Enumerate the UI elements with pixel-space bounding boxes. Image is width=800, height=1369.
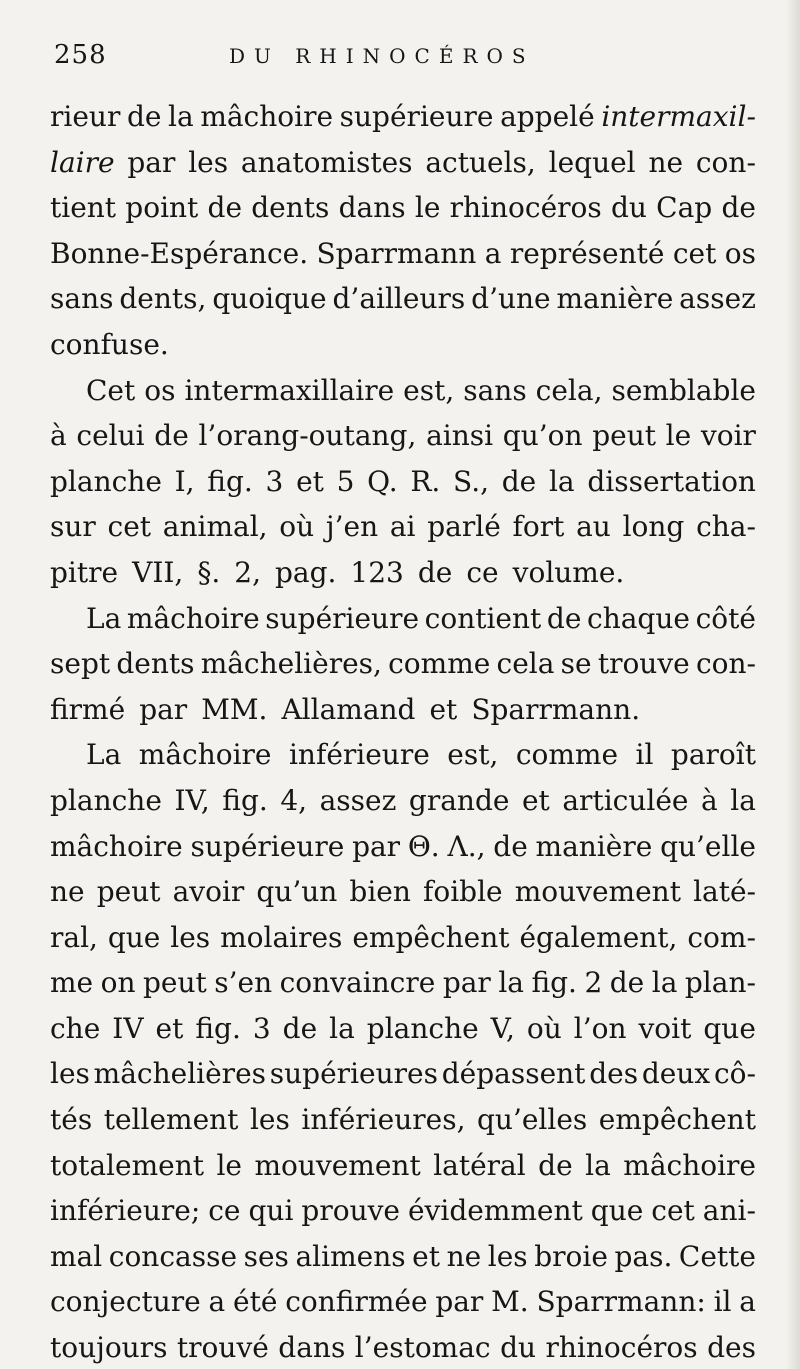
word: VII, [132, 555, 184, 589]
word: che [50, 1011, 101, 1045]
text-line [50, 1234, 756, 1280]
word: laire [50, 145, 115, 179]
word: grande [408, 783, 510, 817]
word: dents [251, 191, 330, 225]
word: prouve [301, 1194, 400, 1228]
word: et [296, 464, 324, 498]
word: inférieure [288, 738, 430, 772]
word: inférieures, [301, 1103, 466, 1137]
word: me [50, 966, 94, 1000]
word: molaires [220, 920, 343, 954]
word: mâchelières [93, 1057, 267, 1091]
word: 3 [265, 464, 284, 498]
word: Λ., [447, 829, 486, 863]
word: a [484, 236, 502, 270]
word: §. [197, 555, 221, 589]
word: ne [648, 145, 684, 179]
word: de [154, 419, 189, 453]
word: M. [491, 1285, 529, 1319]
word: cô- [713, 1057, 756, 1091]
word: s’en [214, 966, 273, 1000]
word: côté [695, 601, 756, 635]
word: plan- [684, 966, 756, 1000]
word: intermaxil- [601, 100, 756, 133]
word: de [493, 829, 528, 863]
word: R. [410, 464, 441, 498]
word: con- [695, 145, 756, 179]
word: les [249, 1103, 290, 1137]
word: fig. [195, 1011, 241, 1045]
word: tellement [103, 1103, 239, 1137]
word: semblable [611, 373, 756, 407]
word: 4, [280, 783, 308, 817]
word: con- [695, 647, 756, 681]
word: intermaxillaire [184, 373, 395, 407]
word: latéral [433, 1148, 526, 1182]
word: confuse. [50, 327, 169, 361]
word: toujours [50, 1331, 168, 1365]
word: que [703, 1011, 756, 1045]
word: mâchoire [623, 1148, 756, 1182]
word: cela [496, 647, 555, 681]
word: V, [490, 1011, 515, 1045]
word: est, [403, 373, 455, 407]
word: dissertation [587, 464, 756, 498]
word: été [233, 1285, 278, 1319]
word: peut [96, 875, 161, 909]
word: actuels, [425, 145, 536, 179]
word: de [546, 601, 582, 635]
word: de [207, 191, 243, 225]
word: également, [519, 920, 678, 954]
word: tient [50, 191, 117, 225]
word: ral, [50, 920, 98, 954]
word: des [707, 1331, 756, 1365]
word: long [622, 510, 685, 544]
word: sans [50, 282, 114, 316]
text-line [50, 185, 756, 231]
word: ne [446, 1239, 482, 1273]
word: qu’elles [476, 1103, 588, 1137]
word: Cap [656, 191, 713, 225]
text-line [50, 869, 756, 915]
word: animal, [162, 510, 268, 544]
word: mal [50, 1239, 103, 1273]
word: les [50, 1057, 90, 1091]
word: de [282, 1011, 318, 1045]
word: du [500, 1331, 537, 1365]
page-edge-shadow [786, 0, 800, 1369]
word: ani- [702, 1194, 756, 1228]
word: os [144, 373, 176, 407]
word: de [721, 191, 756, 225]
word: IV, [174, 783, 210, 817]
word: 3 [252, 1011, 271, 1045]
word: Sparrmann: [536, 1285, 706, 1319]
word: celui [76, 419, 145, 453]
running-head: DU RHINOCÉROS [229, 44, 535, 68]
word: la [168, 100, 194, 133]
word: qu’un [256, 875, 338, 909]
word: sept [50, 647, 111, 681]
text-line [50, 322, 756, 368]
word: articulée [562, 783, 689, 817]
word: tés [50, 1103, 93, 1137]
word: d’une [471, 282, 551, 316]
word: peut [142, 966, 207, 1000]
word: paroît [670, 738, 756, 772]
word: inférieure; [50, 1194, 201, 1228]
word: se [560, 647, 592, 681]
word: quoique [212, 282, 327, 316]
text-line [50, 368, 756, 414]
word: le [414, 191, 441, 225]
word: convaincre [279, 966, 436, 1000]
word: comme [388, 647, 491, 681]
text-line [50, 276, 756, 322]
word: Θ. [407, 829, 440, 863]
word: peut [592, 419, 656, 453]
word: firmé [50, 692, 126, 726]
word: supérieures [269, 1057, 438, 1091]
word: mâchoire [50, 829, 183, 863]
word: sur [50, 510, 96, 544]
word: la [585, 1148, 611, 1182]
word: 2, [234, 555, 261, 589]
text-line [50, 1188, 756, 1234]
word: Sparrmann [316, 236, 477, 270]
word: pitre [50, 555, 119, 589]
word: MM. [201, 692, 268, 726]
word: l’on [573, 1011, 627, 1045]
text-line [50, 94, 756, 140]
word: confirmée [285, 1285, 428, 1319]
word: cha- [696, 510, 756, 544]
word: alimens [295, 1239, 406, 1273]
word: les [188, 145, 229, 179]
word: de [501, 464, 537, 498]
word: à [701, 783, 718, 817]
word: point [125, 191, 199, 225]
word: du [610, 191, 647, 225]
word: le [216, 1148, 242, 1182]
word: assez [679, 282, 756, 316]
text-line [50, 824, 756, 870]
text-line [50, 960, 756, 1006]
text-line [50, 687, 756, 733]
word: ne [50, 875, 85, 909]
word: à [50, 419, 67, 453]
word: empêchent [598, 1103, 756, 1137]
word: l’orang-outang, [198, 419, 417, 453]
word: dans [278, 1331, 346, 1365]
word: mouvement [254, 1148, 421, 1182]
word: planche [366, 1011, 479, 1045]
text-line [50, 413, 756, 459]
text-line [50, 231, 756, 277]
word: pag. [274, 555, 337, 589]
word: Bonne-Espérance. [50, 236, 309, 270]
word: a [208, 1285, 226, 1319]
word: chaque [587, 601, 690, 635]
word: IV [112, 1011, 144, 1045]
word: manière [556, 282, 674, 316]
word: par [127, 145, 176, 179]
word: rieur [50, 100, 121, 133]
word: appelé [500, 100, 595, 133]
text-line [50, 732, 756, 778]
word: fig. [531, 966, 577, 1000]
word: lequel [548, 145, 636, 179]
page-number: 258 [54, 40, 107, 70]
word: laté- [693, 875, 756, 909]
word: dans [338, 191, 406, 225]
word: cet [651, 1194, 695, 1228]
word: la [548, 464, 575, 498]
page-header [54, 40, 754, 80]
word: mâchoire [126, 601, 260, 635]
word: Q. [367, 464, 398, 498]
word: au [576, 510, 611, 544]
word: conjecture [50, 1285, 201, 1319]
word: la [329, 1011, 355, 1045]
word: l’estomac [354, 1331, 491, 1365]
word: ai [389, 510, 416, 544]
word: où [526, 1011, 562, 1045]
text-line [50, 550, 756, 596]
word: mâchelières, [200, 647, 382, 681]
text-line [50, 504, 756, 550]
word: la [651, 966, 678, 1000]
word: La [86, 738, 122, 772]
word: Cette [678, 1239, 756, 1273]
word: supérieure [265, 601, 420, 635]
word: la [498, 966, 524, 1000]
word: rhinocéros [449, 191, 602, 225]
word: bien [349, 875, 411, 909]
word: Allamand [281, 692, 416, 726]
word: et [429, 692, 458, 726]
word: planche [50, 464, 162, 498]
word: de [609, 966, 645, 1000]
word: les [487, 1239, 528, 1273]
text-line [50, 915, 756, 961]
word: 2 [584, 966, 603, 1000]
word: totalement [50, 1148, 204, 1182]
word: mâchoire [200, 100, 334, 133]
word: concasse [108, 1239, 238, 1273]
word: anatomistes [240, 145, 413, 179]
word: trouvé [176, 1331, 269, 1365]
word: empêchent [352, 920, 510, 954]
word: trouve [597, 647, 690, 681]
word: et [412, 1239, 440, 1273]
word: cet [672, 236, 717, 270]
text-line [50, 1006, 756, 1052]
word: par [139, 692, 188, 726]
word: fort [512, 510, 565, 544]
word: des [589, 1057, 639, 1091]
word: avoir [172, 875, 245, 909]
word: broie [534, 1239, 608, 1273]
text-line [50, 459, 756, 505]
text-line [50, 1325, 756, 1369]
word: parlé [427, 510, 501, 544]
word: mouvement [514, 875, 681, 909]
word: qu’on [502, 419, 583, 453]
word: Sparrmann. [471, 692, 641, 726]
word: que [590, 1194, 644, 1228]
word: la [730, 783, 756, 817]
word: est, [447, 738, 499, 772]
word: manière [535, 829, 653, 863]
word: de [417, 555, 453, 589]
word: a [739, 1285, 756, 1319]
word: cela, [535, 373, 603, 407]
word: qui [248, 1194, 294, 1228]
word: com- [687, 920, 756, 954]
word: mâchoire [138, 738, 272, 772]
text-line [50, 1051, 756, 1097]
text-line [50, 1097, 756, 1143]
word: par [352, 829, 401, 863]
word: et [521, 783, 550, 817]
word: le [665, 419, 692, 453]
word: volume. [512, 555, 625, 589]
word: que [107, 920, 161, 954]
word: S., [453, 464, 490, 498]
word: pas. [614, 1239, 673, 1273]
word: os [724, 236, 756, 270]
word: ainsi [426, 419, 494, 453]
word: voit [638, 1011, 692, 1045]
word: qu’elle [660, 829, 756, 863]
text-line [50, 1143, 756, 1189]
word: représenté [509, 236, 665, 270]
word: voir [700, 419, 756, 453]
word: dépassent [441, 1057, 586, 1091]
word: on [100, 966, 136, 1000]
word: La [86, 601, 122, 635]
word: supérieure [339, 100, 494, 133]
word: deux [641, 1057, 711, 1091]
word: il [635, 738, 654, 772]
word: dents, [119, 282, 207, 316]
word: cet [107, 510, 152, 544]
word: comme [515, 738, 619, 772]
word: j’en [325, 510, 379, 544]
word: où [279, 510, 315, 544]
word: dents [116, 647, 195, 681]
word: ce [208, 1194, 241, 1228]
word: supérieure [190, 829, 345, 863]
word: et [155, 1011, 184, 1045]
text-line [50, 1279, 756, 1325]
word: contient [424, 601, 542, 635]
text-line [50, 596, 756, 642]
word: sans [463, 373, 527, 407]
word: par [442, 966, 491, 1000]
word: I, [174, 464, 195, 498]
word: de [126, 100, 162, 133]
word: d’ailleurs [332, 282, 466, 316]
word: 5 [336, 464, 355, 498]
word: fig. [207, 464, 253, 498]
word: ce [466, 555, 499, 589]
word: par [435, 1285, 484, 1319]
text-line [50, 140, 756, 186]
text-line [50, 641, 756, 687]
word: évidemment [407, 1194, 583, 1228]
word: 123 [350, 555, 404, 589]
word: de [538, 1148, 573, 1182]
word: fig. [222, 783, 268, 817]
word: planche [50, 783, 162, 817]
word: ses [243, 1239, 289, 1273]
word: rhinocéros [545, 1331, 698, 1365]
word: foible [423, 875, 503, 909]
word: assez [319, 783, 397, 817]
body-text [50, 94, 756, 1369]
word: il [713, 1285, 732, 1319]
word: Cet [86, 373, 136, 407]
text-line [50, 778, 756, 824]
word: les [170, 920, 211, 954]
